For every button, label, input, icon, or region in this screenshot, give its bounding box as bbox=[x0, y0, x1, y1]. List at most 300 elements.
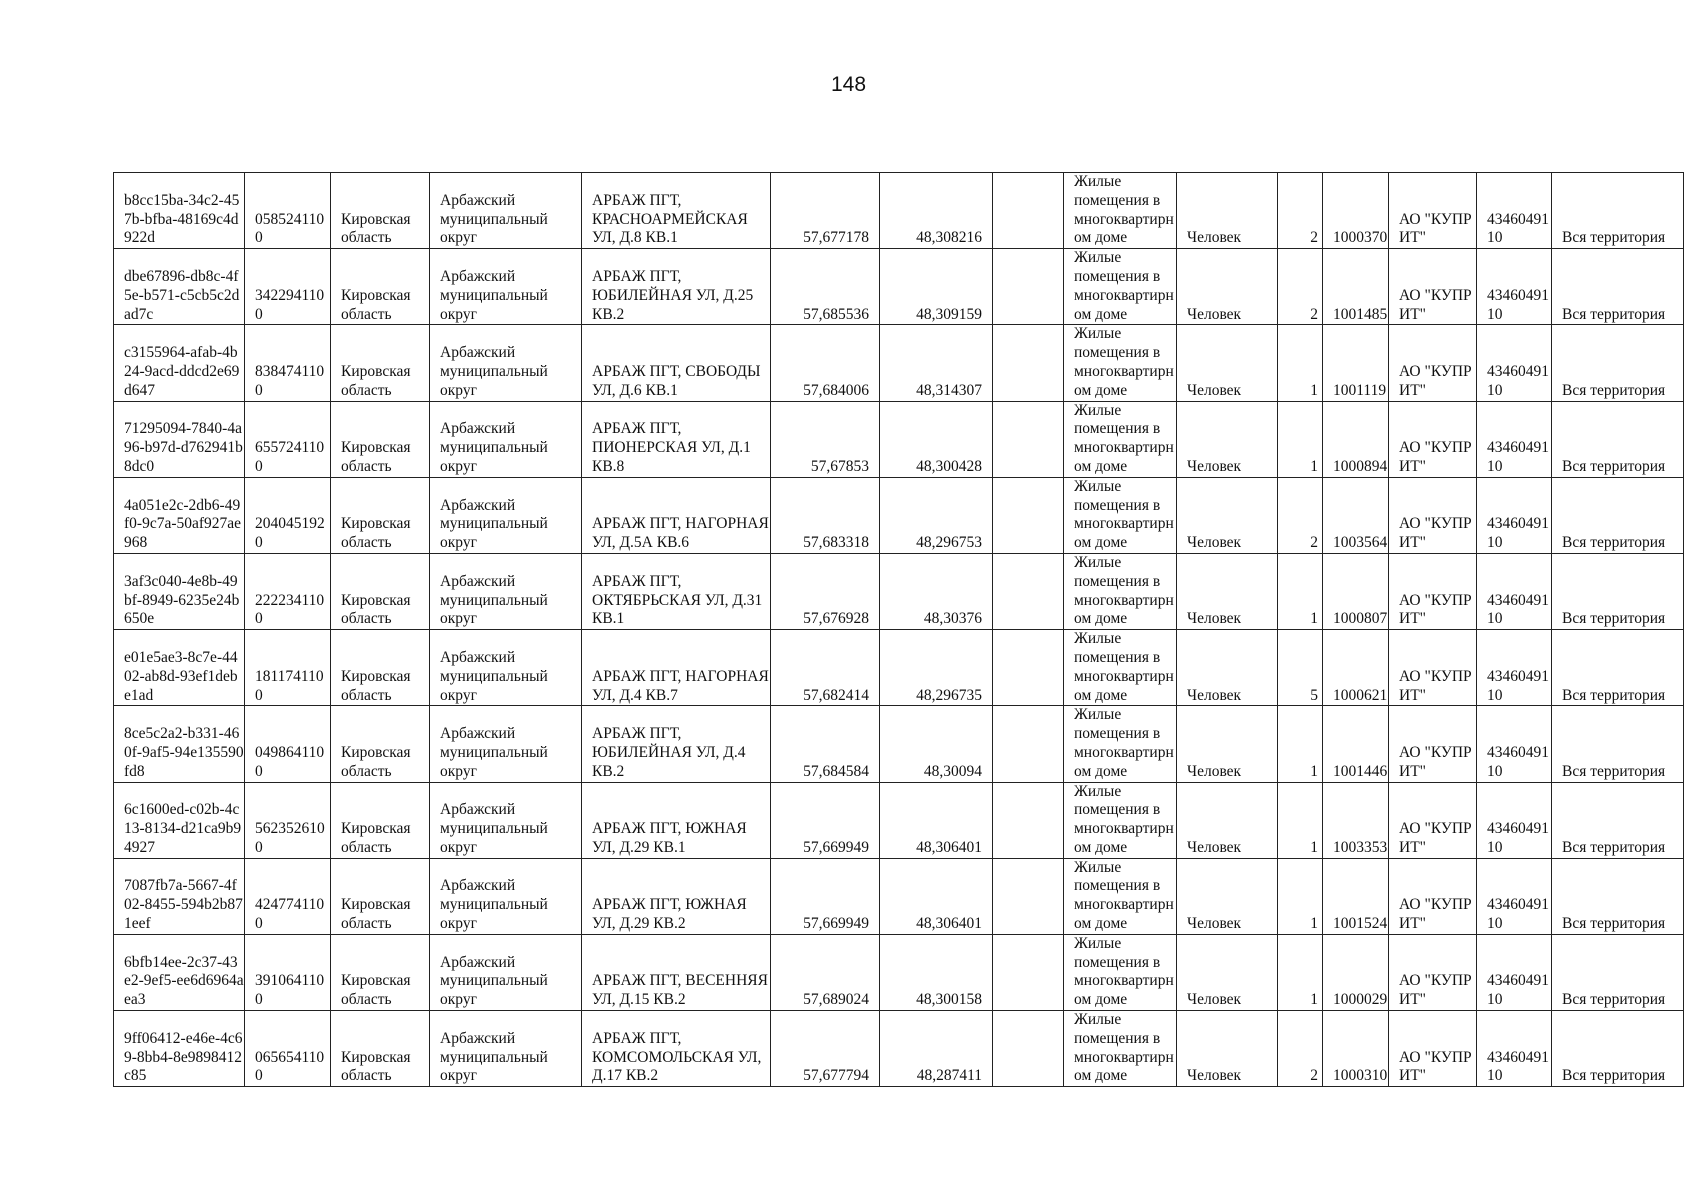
empty-cell bbox=[993, 858, 1064, 934]
premises-type-cell bbox=[1064, 858, 1177, 934]
district-cell bbox=[430, 249, 582, 325]
number-cell bbox=[1323, 934, 1389, 1010]
unit-text: Человек bbox=[1187, 610, 1242, 628]
region-text: Кировская область bbox=[341, 972, 411, 1009]
registry-body bbox=[114, 173, 1684, 1087]
territory-cell bbox=[1552, 706, 1684, 782]
count-cell bbox=[1278, 630, 1323, 706]
object-id-text: 6c1600ed-c02b-4c13-8134-d21ca9b94927 bbox=[124, 801, 242, 856]
inn-text: 4346049110 bbox=[1487, 743, 1549, 780]
count-text: 1 bbox=[1310, 381, 1318, 399]
territory-cell bbox=[1552, 782, 1684, 858]
address-text: АРБАЖ ПГТ, КОМСОМОЛЬСКАЯ УЛ, Д.17 КВ.2 bbox=[592, 1029, 762, 1085]
unit-text: Человек bbox=[1187, 381, 1242, 399]
object-id-text: 8ce5c2a2-b331-460f-9af5-94e135590fd8 bbox=[124, 725, 244, 780]
territory-cell bbox=[1552, 858, 1684, 934]
code-text: 3910641100 bbox=[255, 972, 325, 1009]
page-number: 148 bbox=[830, 73, 867, 96]
unit-cell bbox=[1177, 553, 1278, 629]
table-row bbox=[114, 706, 1684, 782]
organization-text: АО "КУПРИТ" bbox=[1399, 210, 1472, 247]
district-cell bbox=[430, 858, 582, 934]
territory-cell bbox=[1552, 934, 1684, 1010]
count-cell bbox=[1278, 706, 1323, 782]
inn-cell bbox=[1477, 477, 1552, 553]
region-text: Кировская область bbox=[341, 743, 411, 780]
inn-cell bbox=[1477, 858, 1552, 934]
region-cell bbox=[331, 325, 430, 401]
code-text: 3422941100 bbox=[255, 286, 325, 323]
code-text: 6557241100 bbox=[255, 439, 325, 475]
region-cell bbox=[331, 173, 430, 249]
object-id-text: 7087fb7a-5667-4f02-8455-594b2b871eef bbox=[124, 877, 243, 933]
count-text: 1 bbox=[1310, 457, 1318, 475]
district-text: Арбажский муниципальный округ bbox=[440, 725, 548, 780]
object-id-text: b8cc15ba-34c2-457b-bfba-48169c4d922d bbox=[124, 191, 240, 247]
organization-text: АО "КУПРИТ" bbox=[1399, 1048, 1472, 1085]
count-cell bbox=[1278, 477, 1323, 553]
number-cell bbox=[1323, 477, 1389, 553]
unit-cell bbox=[1177, 477, 1278, 553]
organization-text: АО "КУПРИТ" bbox=[1399, 743, 1472, 780]
unit-text: Человек bbox=[1187, 991, 1242, 1009]
empty-cell bbox=[993, 477, 1064, 553]
unit-text: Человек bbox=[1187, 1067, 1242, 1085]
latitude-text: 57,685536 bbox=[803, 305, 869, 323]
district-text: Арбажский муниципальный округ bbox=[440, 344, 548, 399]
latitude-cell bbox=[771, 553, 880, 629]
empty-cell bbox=[993, 934, 1064, 1010]
region-text: Кировская область bbox=[341, 591, 411, 628]
table-row bbox=[114, 630, 1684, 706]
code-cell bbox=[245, 553, 331, 629]
district-cell bbox=[430, 1011, 582, 1087]
premises-type-text: Жилые помещения в многоквартирном доме bbox=[1074, 630, 1174, 704]
empty-cell bbox=[993, 173, 1064, 249]
object-id-cell bbox=[114, 782, 245, 858]
empty-cell bbox=[993, 553, 1064, 629]
unit-cell bbox=[1177, 782, 1278, 858]
territory-cell bbox=[1552, 173, 1684, 249]
premises-type-cell bbox=[1064, 1011, 1177, 1087]
region-text: Кировская область bbox=[341, 896, 411, 933]
premises-type-text: Жилые помещения в многоквартирном доме bbox=[1074, 173, 1174, 247]
territory-text: Вся территория bbox=[1562, 915, 1666, 933]
organization-cell bbox=[1389, 782, 1477, 858]
unit-cell bbox=[1177, 249, 1278, 325]
number-cell bbox=[1323, 553, 1389, 629]
unit-cell bbox=[1177, 630, 1278, 706]
premises-type-cell bbox=[1064, 401, 1177, 477]
unit-cell bbox=[1177, 173, 1278, 249]
inn-cell bbox=[1477, 249, 1552, 325]
territory-text: Вся территория bbox=[1562, 457, 1666, 475]
longitude-cell bbox=[880, 173, 993, 249]
inn-cell bbox=[1477, 782, 1552, 858]
empty-cell bbox=[993, 249, 1064, 325]
premises-type-cell bbox=[1064, 249, 1177, 325]
region-text: Кировская область bbox=[341, 515, 411, 552]
address-cell bbox=[582, 173, 771, 249]
address-cell bbox=[582, 858, 771, 934]
address-text: АРБАЖ ПГТ, ЮБИЛЕЙНАЯ УЛ, Д.4 КВ.2 bbox=[592, 725, 746, 780]
premises-type-cell bbox=[1064, 477, 1177, 553]
district-cell bbox=[430, 934, 582, 1010]
territory-cell bbox=[1552, 401, 1684, 477]
unit-cell bbox=[1177, 325, 1278, 401]
territory-text: Вся территория bbox=[1562, 838, 1666, 856]
region-cell bbox=[331, 553, 430, 629]
region-cell bbox=[331, 630, 430, 706]
object-id-cell bbox=[114, 477, 245, 553]
territory-cell bbox=[1552, 249, 1684, 325]
organization-cell bbox=[1389, 553, 1477, 629]
address-cell bbox=[582, 1011, 771, 1087]
code-cell bbox=[245, 706, 331, 782]
longitude-cell bbox=[880, 249, 993, 325]
object-id-cell bbox=[114, 706, 245, 782]
organization-text: АО "КУПРИТ" bbox=[1399, 820, 1472, 856]
longitude-text: 48,308216 bbox=[916, 229, 982, 247]
inn-cell bbox=[1477, 401, 1552, 477]
object-id-text: dbe67896-db8c-4f5e-b571-c5cb5c2dad7c bbox=[124, 267, 240, 323]
number-text: 1000029 bbox=[1333, 991, 1388, 1009]
premises-type-text: Жилые помещения в многоквартирном доме bbox=[1074, 553, 1174, 628]
latitude-cell bbox=[771, 858, 880, 934]
table-row bbox=[114, 782, 1684, 858]
region-cell bbox=[331, 401, 430, 477]
code-text: 2222341100 bbox=[255, 591, 325, 628]
number-text: 1003353 bbox=[1333, 838, 1388, 856]
code-cell bbox=[245, 173, 331, 249]
empty-cell bbox=[993, 325, 1064, 401]
address-text: АРБАЖ ПГТ, СВОБОДЫ УЛ, Д.6 КВ.1 bbox=[592, 362, 761, 399]
longitude-cell bbox=[880, 706, 993, 782]
address-text: АРБАЖ ПГТ, ЮЖНАЯ УЛ, Д.29 КВ.1 bbox=[592, 820, 747, 856]
count-cell bbox=[1278, 858, 1323, 934]
object-id-text: e01e5ae3-8c7e-4402-ab8d-93ef1debe1ad bbox=[124, 648, 238, 704]
count-cell bbox=[1278, 1011, 1323, 1087]
premises-type-text: Жилые помещения в многоквартирном доме bbox=[1074, 477, 1174, 552]
table-row bbox=[114, 401, 1684, 477]
code-cell bbox=[245, 934, 331, 1010]
empty-cell bbox=[993, 630, 1064, 706]
territory-text: Вся территория bbox=[1562, 229, 1666, 247]
object-id-cell bbox=[114, 858, 245, 934]
number-text: 1000370 bbox=[1333, 229, 1388, 247]
premises-type-text: Жилые помещения в многоквартирном доме bbox=[1074, 934, 1174, 1009]
table-row bbox=[114, 934, 1684, 1010]
inn-text: 4346049110 bbox=[1487, 667, 1549, 704]
district-text: Арбажский муниципальный округ bbox=[440, 191, 548, 247]
code-text: 1811741100 bbox=[255, 667, 324, 704]
longitude-cell bbox=[880, 934, 993, 1010]
count-text: 1 bbox=[1310, 838, 1318, 856]
address-text: АРБАЖ ПГТ, ЮБИЛЕЙНАЯ УЛ, Д.25 КВ.2 bbox=[592, 267, 754, 323]
unit-cell bbox=[1177, 706, 1278, 782]
organization-cell bbox=[1389, 401, 1477, 477]
code-text: 0585241100 bbox=[255, 210, 325, 247]
count-text: 1 bbox=[1310, 915, 1318, 933]
territory-cell bbox=[1552, 630, 1684, 706]
longitude-cell bbox=[880, 1011, 993, 1087]
number-cell bbox=[1323, 325, 1389, 401]
organization-text: АО "КУПРИТ" bbox=[1399, 591, 1472, 628]
district-cell bbox=[430, 630, 582, 706]
object-id-cell bbox=[114, 173, 245, 249]
longitude-cell bbox=[880, 325, 993, 401]
count-cell bbox=[1278, 401, 1323, 477]
latitude-text: 57,677178 bbox=[803, 229, 869, 247]
district-text: Арбажский муниципальный округ bbox=[440, 420, 548, 475]
latitude-cell bbox=[771, 1011, 880, 1087]
latitude-cell bbox=[771, 934, 880, 1010]
object-id-text: 9ff06412-e46e-4c69-8bb4-8e9898412c85 bbox=[124, 1029, 243, 1085]
number-text: 1000310 bbox=[1333, 1067, 1388, 1085]
district-cell bbox=[430, 477, 582, 553]
inn-text: 4346049110 bbox=[1487, 1048, 1549, 1085]
region-cell bbox=[331, 858, 430, 934]
number-text: 1000807 bbox=[1333, 610, 1388, 628]
organization-cell bbox=[1389, 477, 1477, 553]
table-row bbox=[114, 1011, 1684, 1087]
number-cell bbox=[1323, 401, 1389, 477]
inn-cell bbox=[1477, 934, 1552, 1010]
region-text: Кировская область bbox=[341, 820, 411, 856]
code-cell bbox=[245, 858, 331, 934]
table-row bbox=[114, 553, 1684, 629]
territory-text: Вся территория bbox=[1562, 762, 1666, 780]
premises-type-text: Жилые помещения в многоквартирном доме bbox=[1074, 325, 1174, 399]
longitude-cell bbox=[880, 553, 993, 629]
code-cell bbox=[245, 630, 331, 706]
table-row bbox=[114, 173, 1684, 249]
territory-text: Вся территория bbox=[1562, 305, 1666, 323]
latitude-text: 57,676928 bbox=[803, 610, 869, 628]
address-text: АРБАЖ ПГТ, ПИОНЕРСКАЯ УЛ, Д.1 КВ.8 bbox=[592, 420, 751, 475]
unit-text: Человек bbox=[1187, 229, 1242, 247]
latitude-text: 57,669949 bbox=[803, 915, 869, 933]
object-id-text: 3af3c040-4e8b-49bf-8949-6235e24b650e bbox=[124, 572, 240, 628]
address-cell bbox=[582, 325, 771, 401]
number-text: 1000621 bbox=[1333, 686, 1388, 704]
unit-text: Человек bbox=[1187, 838, 1242, 856]
region-cell bbox=[331, 706, 430, 782]
inn-cell bbox=[1477, 706, 1552, 782]
address-cell bbox=[582, 401, 771, 477]
unit-text: Человек bbox=[1187, 457, 1242, 475]
empty-cell bbox=[993, 782, 1064, 858]
region-cell bbox=[331, 477, 430, 553]
number-cell bbox=[1323, 630, 1389, 706]
code-text: 4247741100 bbox=[255, 896, 325, 933]
count-text: 2 bbox=[1310, 229, 1318, 247]
code-cell bbox=[245, 477, 331, 553]
number-cell bbox=[1323, 1011, 1389, 1087]
number-text: 1001446 bbox=[1333, 762, 1388, 780]
address-cell bbox=[582, 553, 771, 629]
table-row bbox=[114, 858, 1684, 934]
inn-cell bbox=[1477, 553, 1552, 629]
number-text: 1001485 bbox=[1333, 305, 1388, 323]
number-text: 1001524 bbox=[1333, 915, 1388, 933]
object-id-text: 4a051e2c-2db6-49f0-9c7a-50af927ae968 bbox=[124, 496, 242, 552]
address-text: АРБАЖ ПГТ, ВЕСЕННЯЯ УЛ, Д.15 КВ.2 bbox=[592, 972, 768, 1009]
premises-type-text: Жилые помещения в многоквартирном доме bbox=[1074, 401, 1174, 475]
object-id-text: 71295094-7840-4a96-b97d-d762941b8dc0 bbox=[124, 420, 243, 475]
longitude-text: 48,296753 bbox=[916, 534, 982, 552]
latitude-text: 57,669949 bbox=[803, 838, 869, 856]
premises-type-text: Жилые помещения в многоквартирном доме bbox=[1074, 1011, 1174, 1085]
table-row bbox=[114, 325, 1684, 401]
object-id-text: c3155964-afab-4b24-9acd-ddcd2e69d647 bbox=[124, 344, 240, 399]
longitude-cell bbox=[880, 477, 993, 553]
premises-type-cell bbox=[1064, 782, 1177, 858]
address-text: АРБАЖ ПГТ, НАГОРНАЯ УЛ, Д.4 КВ.7 bbox=[592, 667, 769, 704]
number-text: 1000894 bbox=[1333, 457, 1388, 475]
longitude-text: 48,306401 bbox=[916, 915, 982, 933]
address-text: АРБАЖ ПГТ, ЮЖНАЯ УЛ, Д.29 КВ.2 bbox=[592, 896, 747, 933]
premises-type-cell bbox=[1064, 630, 1177, 706]
count-cell bbox=[1278, 553, 1323, 629]
organization-text: АО "КУПРИТ" bbox=[1399, 667, 1472, 704]
district-text: Арбажский муниципальный округ bbox=[440, 877, 548, 933]
longitude-cell bbox=[880, 782, 993, 858]
count-text: 1 bbox=[1310, 991, 1318, 1009]
empty-cell bbox=[993, 706, 1064, 782]
organization-cell bbox=[1389, 858, 1477, 934]
organization-cell bbox=[1389, 249, 1477, 325]
territory-text: Вся территория bbox=[1562, 381, 1666, 399]
region-text: Кировская область bbox=[341, 210, 411, 247]
premises-type-cell bbox=[1064, 173, 1177, 249]
code-text: 8384741100 bbox=[255, 362, 325, 399]
inn-text: 4346049110 bbox=[1487, 286, 1549, 323]
inn-cell bbox=[1477, 173, 1552, 249]
object-id-cell bbox=[114, 630, 245, 706]
code-cell bbox=[245, 782, 331, 858]
longitude-cell bbox=[880, 401, 993, 477]
organization-cell bbox=[1389, 934, 1477, 1010]
address-cell bbox=[582, 477, 771, 553]
latitude-text: 57,67853 bbox=[810, 457, 869, 475]
district-cell bbox=[430, 706, 582, 782]
territory-text: Вся территория bbox=[1562, 686, 1666, 704]
inn-text: 4346049110 bbox=[1487, 591, 1549, 628]
code-cell bbox=[245, 401, 331, 477]
unit-cell bbox=[1177, 401, 1278, 477]
empty-cell bbox=[993, 401, 1064, 477]
latitude-cell bbox=[771, 249, 880, 325]
registry-table bbox=[113, 172, 1684, 1087]
unit-cell bbox=[1177, 1011, 1278, 1087]
latitude-text: 57,682414 bbox=[803, 686, 869, 704]
count-text: 2 bbox=[1310, 305, 1318, 323]
longitude-cell bbox=[880, 630, 993, 706]
organization-text: АО "КУПРИТ" bbox=[1399, 896, 1472, 933]
count-cell bbox=[1278, 782, 1323, 858]
inn-cell bbox=[1477, 325, 1552, 401]
inn-text: 4346049110 bbox=[1487, 439, 1549, 475]
latitude-text: 57,684584 bbox=[803, 762, 869, 780]
unit-text: Человек bbox=[1187, 305, 1242, 323]
region-cell bbox=[331, 1011, 430, 1087]
code-cell bbox=[245, 325, 331, 401]
object-id-cell bbox=[114, 934, 245, 1010]
unit-text: Человек bbox=[1187, 686, 1242, 704]
number-text: 1001119 bbox=[1333, 381, 1387, 399]
longitude-text: 48,300158 bbox=[916, 991, 982, 1009]
district-cell bbox=[430, 553, 582, 629]
organization-text: АО "КУПРИТ" bbox=[1399, 286, 1472, 323]
inn-cell bbox=[1477, 1011, 1552, 1087]
latitude-cell bbox=[771, 401, 880, 477]
district-text: Арбажский муниципальный округ bbox=[440, 572, 548, 628]
district-text: Арбажский муниципальный округ bbox=[440, 496, 548, 552]
unit-text: Человек bbox=[1187, 534, 1242, 552]
premises-type-cell bbox=[1064, 553, 1177, 629]
premises-type-cell bbox=[1064, 706, 1177, 782]
district-text: Арбажский муниципальный округ bbox=[440, 267, 548, 323]
district-text: Арбажский муниципальный округ bbox=[440, 801, 548, 856]
count-text: 2 bbox=[1310, 534, 1318, 552]
address-cell bbox=[582, 782, 771, 858]
number-cell bbox=[1323, 706, 1389, 782]
object-id-cell bbox=[114, 1011, 245, 1087]
organization-text: АО "КУПРИТ" bbox=[1399, 439, 1472, 475]
address-cell bbox=[582, 630, 771, 706]
latitude-cell bbox=[771, 782, 880, 858]
premises-type-cell bbox=[1064, 934, 1177, 1010]
territory-text: Вся территория bbox=[1562, 991, 1666, 1009]
number-cell bbox=[1323, 782, 1389, 858]
latitude-cell bbox=[771, 630, 880, 706]
address-text: АРБАЖ ПГТ, ОКТЯБРЬСКАЯ УЛ, Д.31 КВ.1 bbox=[592, 572, 763, 628]
code-cell bbox=[245, 249, 331, 325]
latitude-text: 57,677794 bbox=[803, 1067, 869, 1085]
territory-cell bbox=[1552, 325, 1684, 401]
longitude-text: 48,296735 bbox=[916, 686, 982, 704]
region-cell bbox=[331, 934, 430, 1010]
longitude-text: 48,306401 bbox=[916, 838, 982, 856]
inn-text: 4346049110 bbox=[1487, 896, 1549, 933]
address-cell bbox=[582, 249, 771, 325]
object-id-text: 6bfb14ee-2c37-43e2-9ef5-ee6d6964aea3 bbox=[124, 953, 244, 1009]
object-id-cell bbox=[114, 325, 245, 401]
organization-cell bbox=[1389, 173, 1477, 249]
unit-text: Человек bbox=[1187, 915, 1242, 933]
longitude-text: 48,314307 bbox=[916, 381, 982, 399]
inn-cell bbox=[1477, 630, 1552, 706]
district-cell bbox=[430, 401, 582, 477]
empty-cell bbox=[993, 1011, 1064, 1087]
territory-text: Вся территория bbox=[1562, 1067, 1666, 1085]
organization-text: АО "КУПРИТ" bbox=[1399, 972, 1472, 1009]
premises-type-text: Жилые помещения в многоквартирном доме bbox=[1074, 706, 1174, 780]
object-id-cell bbox=[114, 401, 245, 477]
inn-text: 4346049110 bbox=[1487, 820, 1549, 856]
region-cell bbox=[331, 782, 430, 858]
longitude-text: 48,30094 bbox=[923, 762, 982, 780]
count-cell bbox=[1278, 325, 1323, 401]
count-cell bbox=[1278, 173, 1323, 249]
latitude-cell bbox=[771, 325, 880, 401]
organization-text: АО "КУПРИТ" bbox=[1399, 515, 1472, 552]
longitude-text: 48,30376 bbox=[923, 610, 982, 628]
number-cell bbox=[1323, 173, 1389, 249]
organization-cell bbox=[1389, 325, 1477, 401]
number-text: 1003564 bbox=[1333, 534, 1388, 552]
